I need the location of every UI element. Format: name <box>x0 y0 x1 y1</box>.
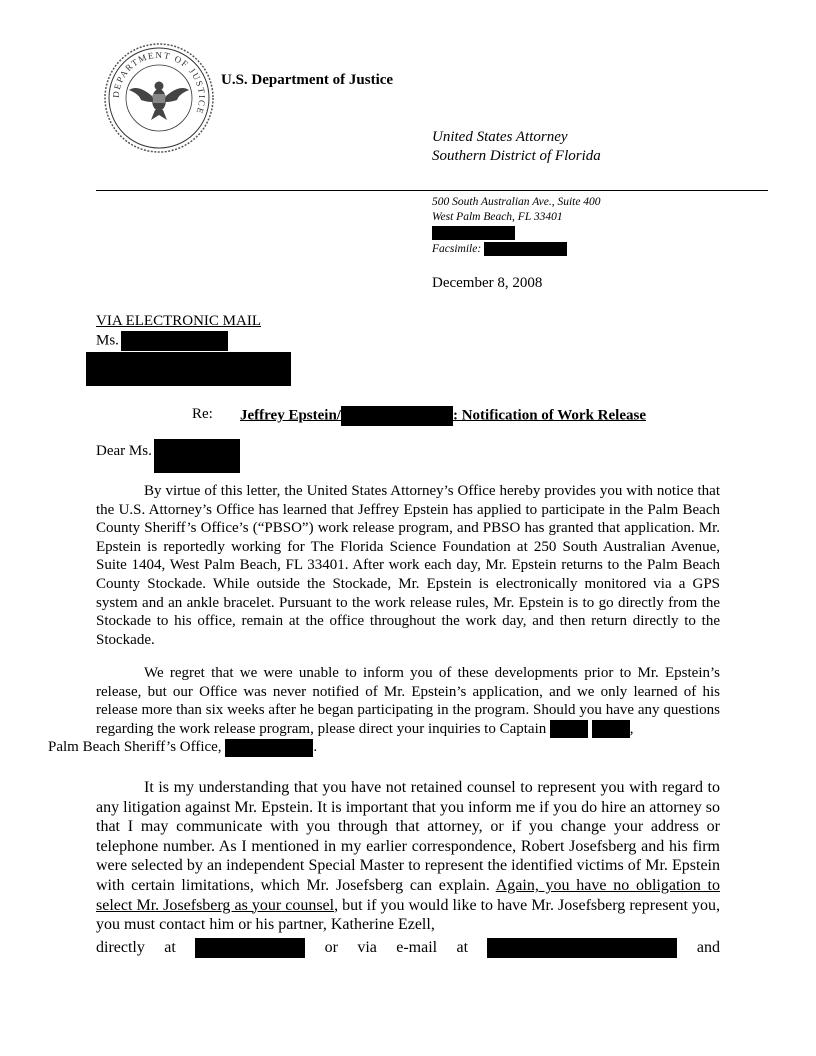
paragraph-3 <box>96 778 720 935</box>
facsimile-label: Facsimile: <box>432 243 482 255</box>
last-word-at: at <box>164 939 176 956</box>
paragraph-2-main: We regret that we were unable to inform you of these developments prior to Mr. Epstein’s release, but our Office was never notified of Mr. Epstein’s application, and we only learned of his release more than six weeks after he began participating in the program. Should you have any questions regarding the work release program, please direct your inquiries to Captain <box>96 665 720 737</box>
redaction-captain-last <box>592 720 630 738</box>
redaction-captain-first <box>550 720 588 738</box>
paragraph-2-comma: , <box>629 720 634 737</box>
paragraph-2-office: Palm Beach Sheriff’s Office, <box>48 739 222 756</box>
district-name: Southern District of Florida <box>432 148 601 164</box>
agency-name: U.S. Department of Justice <box>221 72 394 88</box>
last-word-via: via <box>357 939 377 956</box>
subject-title: : Notification of Work Release <box>452 407 646 424</box>
paragraph-2-period: . <box>313 739 318 756</box>
paragraph-3-main: It is my understanding that you have not retained counsel to represent you with regard to any litigation against Mr. Epstein. It is important that you inform me if you do hire an attorney so that I may communicate with you through that attorney, or if you change your address or telephone number. As I mentioned in my earlier correspondence, Robert Josefsberg and his firm were selected by an independent Special Master to represent the identified victims of Mr. Epstein with certain limitations, which Mr. Josefsberg can explain. <box>96 779 720 894</box>
last-word-and: and <box>696 939 720 956</box>
redaction-recipient-address <box>86 352 291 386</box>
office-title: United States Attorney <box>432 129 568 145</box>
redaction-salutation-name <box>154 439 240 473</box>
letter-date: December 8, 2008 <box>432 275 543 291</box>
subject-name: Jeffrey Epstein/ <box>240 407 341 424</box>
last-word-or: or <box>324 939 338 956</box>
address-line-1: 500 South Australian Ave., Suite 400 <box>432 196 601 208</box>
redaction-phone <box>432 226 515 240</box>
letterhead-divider <box>96 190 768 191</box>
delivery-method: VIA ELECTRONIC MAIL <box>96 313 261 329</box>
doj-seal-logo <box>103 42 215 154</box>
redaction-ezell-email <box>487 938 677 958</box>
last-word-directly: directly <box>96 939 145 956</box>
redaction-captain-phone <box>225 739 313 757</box>
paragraph-3-underlined: Again, you have no obligation to select Mr. Josefsberg as your counsel <box>96 876 721 914</box>
recipient-line <box>96 331 228 351</box>
paragraph-3-last-line <box>96 938 720 958</box>
office-block <box>432 128 601 166</box>
last-word-email: e-mail <box>396 939 438 956</box>
paragraph-1: By virtue of this letter, the United States Attorney’s Office hereby provides you with notice that the U.S. Attorney’s Office has learned that Jeffrey Epstein has applied to participate in the Palm Beach County Sheriff’s Office’s (“PBSO”) work release program, and PBSO has granted that application. Mr. Epstein is reportedly working for The Florida Science Foundation at 250 South Australian Avenue, Suite 1404, West Palm Beach, FL 33401. After work each day, Mr. Epstein returns to the Palm Beach County Stockade. While outside the Stockade, Mr. Epstein is electronically monitored via a GPS system and an ankle bracelet. Pursuant to the work release rules, Mr. Epstein is to go directly from the Stockade to his office, remain at the office throughout the work day, and then return directly to the Stockade. <box>96 483 720 648</box>
redaction-fax <box>484 242 567 256</box>
recipient-prefix: Ms. <box>96 332 119 349</box>
last-word-at-2: at <box>456 939 469 956</box>
address-block <box>432 195 601 257</box>
address-line-2: West Palm Beach, FL 33401 <box>432 210 563 223</box>
re-label: Re: <box>192 406 213 422</box>
salutation <box>96 443 240 473</box>
salutation-text: Dear Ms. <box>96 443 152 459</box>
redaction-ezell-phone <box>195 938 305 958</box>
redaction-recipient-name <box>121 331 228 351</box>
subject-line <box>240 406 646 426</box>
paragraph-3-after: , but if you would like to have Mr. Josefsberg represent you, you must contact him or his partner, Katherine Ezell, <box>96 896 721 934</box>
paragraph-2 <box>48 664 720 757</box>
redaction-subject <box>341 406 453 426</box>
svg-text:DEPARTMENT OF JUSTICE: DEPARTMENT OF JUSTICE <box>110 49 208 117</box>
